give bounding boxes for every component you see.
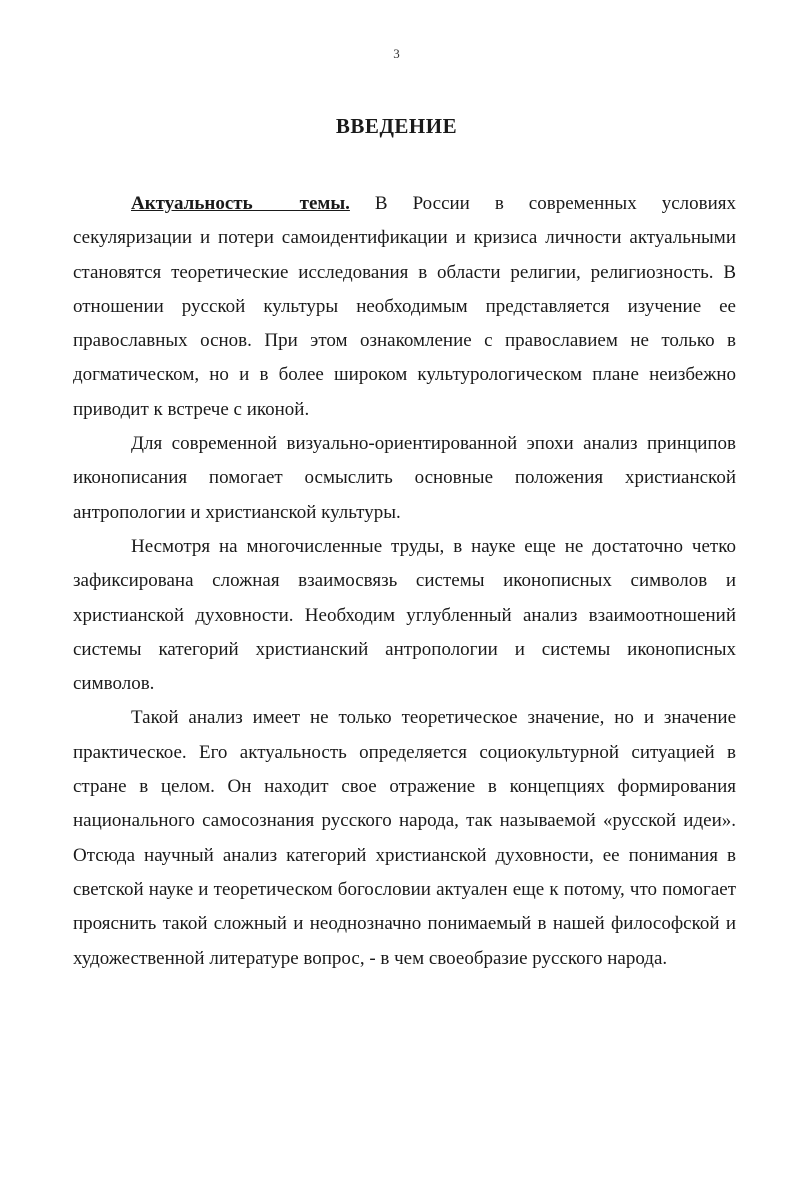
paragraph-relevance bbox=[73, 187, 736, 427]
body-text bbox=[73, 187, 736, 976]
paragraph-visual-epoch: Для современной визуально-ориентированной эпохи анализ принципов иконописания помогает осмыслить основные положения христианской антропологии и христианской культуры. bbox=[73, 433, 736, 523]
paragraph-practical-significance: Такой анализ имеет не только теоретическое значение, но и значение практическое. Его актуальность определяется социокультурной ситуацией в стране в целом. Он находит свое отражение в концепциях формирования национального самосознания русского народа, так называемой «русской идеи». Отсюда научный анализ категорий христианской духовности, ее понимания в светской науке и теоретическом богословии актуален еще к потому, что помогает прояснить такой сложный и неоднозначно понимаемый в нашей философской и художественной литературе вопрос, - в чем своеобразие русского народа. bbox=[73, 707, 736, 969]
page-number: 3 bbox=[393, 46, 400, 61]
paragraph-research-gap: Несмотря на многочисленные труды, в науке еще не достаточно четко зафиксирована сложная взаимосвязь системы иконописных символов и христианской духовности. Необходим углубленный анализ взаимоотношений системы категорий христианский антропологии и системы иконописных символов. bbox=[73, 535, 736, 695]
paragraph-text: В России в современных условиях секуляризации и потери самоидентификации и кризиса личности актуальными становятся теоретические исследования в области религии, религиозность. В отношении русской культуры необходимым представляется изучение ее православных основ. При этом ознакомление с православием не только в догматическом, но и в более широком культурологическом плане неизбежно приводит к встрече с иконой. bbox=[73, 193, 736, 420]
section-title: ВВЕДЕНИЕ bbox=[335, 114, 458, 138]
paragraph-lead-heading: Актуальность темы. bbox=[131, 193, 350, 214]
